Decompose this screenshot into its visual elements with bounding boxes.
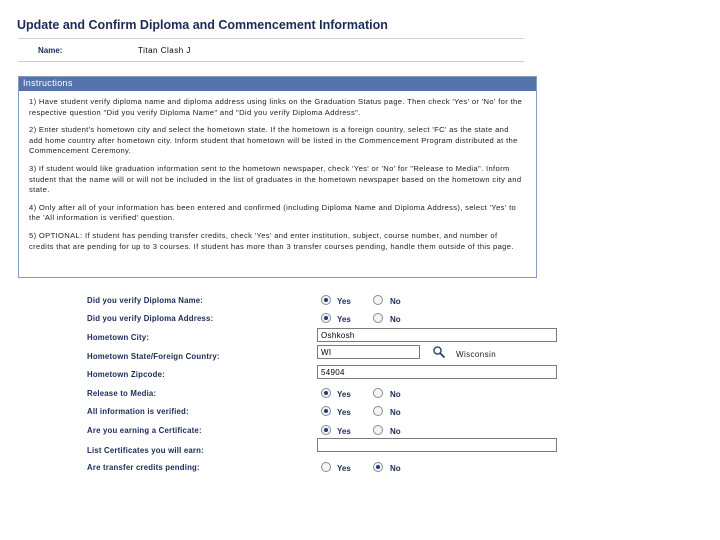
release-media-label: Release to Media:: [87, 389, 157, 398]
yes-label: Yes: [337, 297, 351, 306]
list-certificates-label: List Certificates you will earn:: [87, 446, 204, 455]
yes-label: Yes: [337, 408, 351, 417]
row-release-to-media: [0, 386, 720, 404]
transfer-pending-label: Are transfer credits pending:: [87, 463, 200, 472]
verify-address-yes-radio[interactable]: [321, 313, 331, 323]
search-icon[interactable]: [432, 345, 446, 359]
verify-address-label: Did you verify Diploma Address:: [87, 314, 214, 323]
row-hometown-zipcode: [0, 365, 720, 383]
earning-certificate-no-radio[interactable]: [373, 425, 383, 435]
row-hometown-city: [0, 328, 720, 346]
student-name-box: [18, 38, 524, 62]
verify-name-no-radio[interactable]: [373, 295, 383, 305]
yes-label: Yes: [337, 464, 351, 473]
list-certificates-input[interactable]: [317, 438, 557, 452]
instruction-item: 4) Only after all of your information has been entered and confirmed (including Diploma Name and Diploma Address), select 'Yes' to the 'All information is verified' question.: [29, 202, 517, 223]
yes-label: Yes: [337, 390, 351, 399]
no-label: No: [390, 297, 401, 306]
no-label: No: [390, 408, 401, 417]
row-all-info-verified: [0, 404, 720, 422]
name-label: Name:: [38, 46, 63, 55]
no-label: No: [390, 427, 401, 436]
earning-certificate-yes-radio[interactable]: [321, 425, 331, 435]
row-hometown-state: [0, 345, 720, 363]
release-media-no-radio[interactable]: [373, 388, 383, 398]
row-verify-diploma-name: [0, 293, 720, 311]
verify-address-no-radio[interactable]: [373, 313, 383, 323]
earning-certificate-label: Are you earning a Certificate:: [87, 426, 202, 435]
no-label: No: [390, 315, 401, 324]
row-verify-diploma-address: [0, 311, 720, 329]
yes-label: Yes: [337, 427, 351, 436]
instructions-header: Instructions: [19, 77, 536, 91]
instruction-item: 5) OPTIONAL: If student has pending transfer credits, check 'Yes' and enter institution, subject, course number, and number of credits that are pending for up to 3 courses. If student has more than 3 transfer courses pending, handle them outside of this page.: [29, 230, 514, 251]
all-verified-label: All information is verified:: [87, 407, 189, 416]
transfer-pending-no-radio[interactable]: [373, 462, 383, 472]
name-value: Titan Clash J: [138, 46, 191, 55]
no-label: No: [390, 390, 401, 399]
yes-label: Yes: [337, 315, 351, 324]
row-list-certificates: [0, 438, 720, 456]
instruction-item: 3) If student would like graduation information sent to the hometown newspaper, check 'Yes' or 'No' for "Release to Media". Inform student that the name will or will not be included in the list of graduates in the hometown newspaper based on the hometown city and state.: [29, 163, 522, 195]
transfer-pending-yes-radio[interactable]: [321, 462, 331, 472]
hometown-city-label: Hometown City:: [87, 333, 150, 342]
all-verified-no-radio[interactable]: [373, 406, 383, 416]
hometown-state-input[interactable]: WI: [317, 345, 420, 359]
hometown-city-input[interactable]: Oshkosh: [317, 328, 557, 342]
instruction-item: 2) Enter student's hometown city and select the hometown state. If the hometown is a foreign country, select 'FC' as the state and add home country after hometown city. Inform student that hometown will be listed in the Commencement Program distributed at the Commencement Ceremony.: [29, 125, 518, 156]
instructions-body: [19, 91, 536, 252]
page-title: Update and Confirm Diploma and Commencement Information: [17, 18, 388, 32]
all-verified-yes-radio[interactable]: [321, 406, 331, 416]
release-media-yes-radio[interactable]: [321, 388, 331, 398]
no-label: No: [390, 464, 401, 473]
hometown-zip-input[interactable]: 54904: [317, 365, 557, 379]
row-transfer-credits-pending: [0, 460, 720, 478]
hometown-zip-label: Hometown Zipcode:: [87, 370, 165, 379]
state-description: Wisconsin: [456, 350, 497, 359]
instructions-panel: [18, 76, 537, 278]
verify-name-yes-radio[interactable]: [321, 295, 331, 305]
instruction-item: 1) Have student verify diploma name and diploma address using links on the Graduation Status page. Then check 'Yes' or 'No' for the respective question "Did you verify Diploma Name" and "Did you verify Diploma Address".: [29, 97, 523, 117]
hometown-state-label: Hometown State/Foreign Country:: [87, 352, 220, 361]
verify-name-label: Did you verify Diploma Name:: [87, 296, 204, 305]
